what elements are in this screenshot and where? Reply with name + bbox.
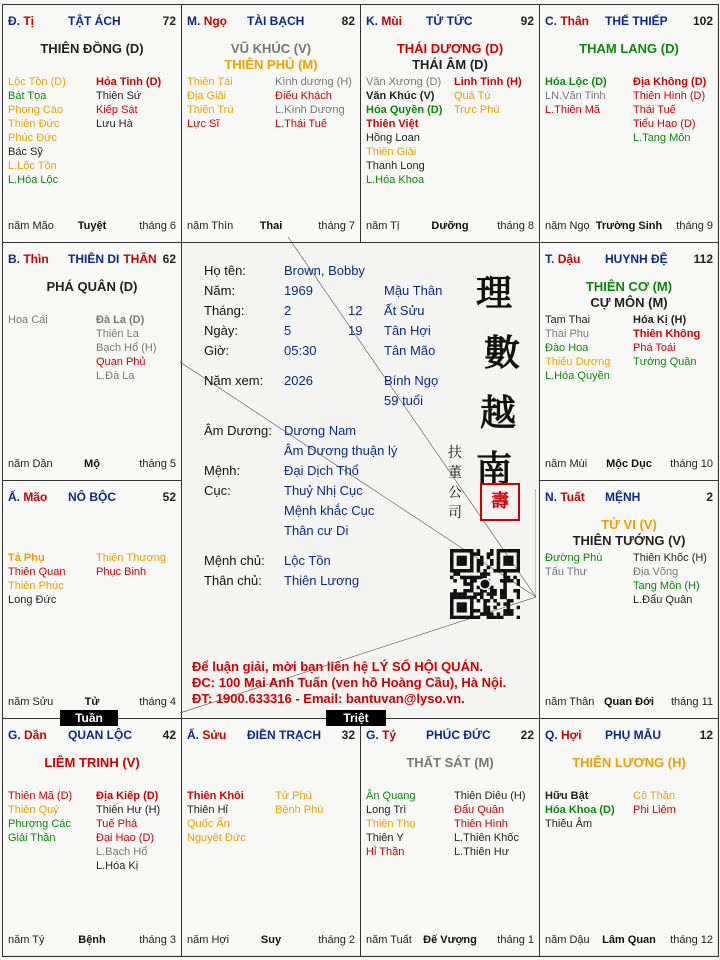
thang-label: Tháng: [204,303,245,318]
center-info-panel [180,237,536,713]
palace-can-chi: T. Dậu [545,252,581,266]
minor-stars-left [8,75,66,187]
than-chu-label: Thân chủ: [204,573,262,588]
minor-star: Tướng Quân [633,356,697,368]
minor-star: Địa Không (D) [633,76,707,88]
am-duong-value: Dương Nam [284,423,357,438]
minor-star: Hóa Kị (H) [633,314,687,326]
minor-star: Hữu Bật [545,790,589,802]
minor-star: L.Hóa Quyền [545,370,610,382]
minor-stars-left [545,789,615,831]
am-duong-ly: Âm Dương thuận lý [284,443,398,458]
minor-star: Tuế Phá [96,818,138,830]
palace-footer [8,934,176,948]
palace-footer [366,220,534,234]
triet-label: Triệt [326,710,386,726]
minor-star: Tang Môn (H) [633,580,700,592]
minor-star: L.Thái Tuế [275,118,327,130]
minor-star: L.Bạch Hổ [96,846,148,858]
minor-star: Thiên Quan [8,566,66,578]
minor-stars-left [187,75,233,131]
palace-footer [545,458,713,472]
palace-header [545,490,713,506]
palace-can-chi: B. Thìn [8,252,49,266]
minor-stars-right [633,551,707,607]
palace-can-chi: Q. Hợi [545,728,582,742]
thang-can-chi: Ất Sửu [384,303,425,318]
nam-label: Năm: [204,283,236,298]
minor-star: Hóa Khoa (D) [545,804,615,816]
minor-stars-left [545,313,610,383]
palace-can-chi: K. Mùi [366,14,403,28]
minor-star: Thiên Giải [366,146,417,158]
gio-label: Giờ: [204,343,230,358]
contact-line-1: Để luận giải, mời bạn liên hệ LÝ SỐ HỘI QUÁN. [192,659,483,674]
palace-year: năm Mão [8,220,54,232]
palace-truong-sinh: Suy [260,934,282,946]
palace-truong-sinh: Lâm Quan [602,934,656,946]
minor-star: Linh Tinh (H) [454,76,522,88]
menh-chu-value: Lộc Tồn [284,553,331,568]
minor-star: Phượng Các [8,818,71,830]
minor-stars-right [275,75,352,131]
ngay-am: 19 [348,323,363,338]
palace-truong-sinh: Đế Vượng [423,934,477,946]
main-star: LIÊM TRINH (V) [44,755,140,770]
minor-star: Hỏa Tinh (D) [96,76,162,88]
main-star: THIÊN ĐỒNG (D) [40,41,144,56]
palace-month: tháng 1 [497,934,534,946]
minor-star: Thiên Việt [366,118,419,130]
minor-star: L.Kình Dương [275,104,345,116]
minor-star: Bát Tọa [8,90,47,102]
palace-month: tháng 2 [318,934,355,946]
palace-name: TÀI BẠCH [247,14,305,28]
minor-stars-right [633,75,706,145]
minor-star: Hóa Quyền (D) [366,104,443,116]
minor-star: Thiên Tài [187,76,233,88]
palace-header [8,14,176,30]
main-star: THÁI DƯƠNG (D) [396,41,504,56]
minor-star: Phong Cáo [8,104,64,116]
main-star: THIÊN TƯỚNG (V) [572,533,686,548]
minor-star: Lưu Hà [96,118,133,130]
palace-header [187,728,355,744]
minor-star: Lộc Tồn (D) [8,76,66,88]
palace-header [366,14,534,30]
am-duong-label: Âm Dương: [204,423,272,438]
nam-xem-label: Năm xem: [204,373,264,388]
minor-star: Thiên Đức [8,118,60,130]
palace-name: PHỤ MẪU [605,728,661,742]
ngay-can-chi: Tân Hợi [384,323,431,338]
minor-star: Tử Phù [275,790,312,802]
minor-star: Trực Phù [454,104,500,116]
minor-star: L.Lộc Tồn [8,160,57,172]
palace-year: năm Tị [366,220,400,232]
brand-small-2: 董 [448,465,462,481]
palace-header [8,728,176,744]
minor-star: Tam Thai [545,314,591,326]
minor-star: Hóa Lộc (D) [545,76,607,88]
palace-year: năm Thân [545,696,595,708]
minor-star: L.Tang Môn [633,132,691,144]
minor-star: Thiếu Âm [545,818,593,830]
minor-star: Đà La (D) [96,314,145,326]
palace-name: THẾ THIẾP [605,14,668,28]
palace-footer [8,458,176,472]
minor-star: Hồng Loan [366,132,420,144]
nam-xem-value: 2026 [284,373,313,388]
cuc-label: Cục: [204,483,231,498]
palace-year: năm Dần [8,458,53,470]
ho-ten-label: Họ tên: [204,263,246,278]
palace-name: HUYNH ĐỆ [605,252,668,266]
palace-year: năm Dậu [545,934,590,946]
minor-star: Thiên Quý [8,804,59,816]
palace-header [8,490,176,506]
palace-footer [8,696,176,710]
palace-header [545,14,713,30]
than-chu-value: Thiên Lương [284,573,360,588]
main-star: THAM LANG (D) [579,41,679,56]
main-star: THIÊN CƠ (M) [585,279,673,294]
palace-mui[interactable] [360,4,540,243]
main-star: THÁI ÂM (D) [412,57,488,72]
minor-star: L.Đà La [96,370,135,382]
minor-star: L.Thiên Hư [454,846,510,858]
menh-khac-cuc: Mệnh khắc Cục [284,503,375,518]
minor-star: Bác Sỹ [8,146,43,158]
palace-truong-sinh: Dưỡng [431,220,469,232]
palace-footer [545,696,713,710]
minor-star: Thiên Y [366,832,404,844]
minor-star: L.Đẩu Quân [633,594,693,606]
palace-header [545,728,713,744]
minor-star: Thiên Thương [96,552,167,564]
palace-number: 62 [162,252,176,266]
minor-star: Đại Hao (D) [96,832,155,844]
palace-number: 102 [692,14,713,28]
palace-month: tháng 12 [670,934,713,946]
ngay-duong: 5 [284,323,292,338]
palace-footer [545,934,713,948]
brand-char-4: 南 [476,448,513,490]
main-star: VŨ KHÚC (V) [230,41,312,56]
palace-can-chi: Đ. Tị [8,14,35,28]
minor-star: Tấu Thư [545,566,588,578]
palace-month: tháng 11 [670,696,713,708]
minor-stars-left [187,789,246,845]
minor-star: Tả Phụ [8,552,45,564]
minor-star: Lực Sĩ [187,118,220,130]
palace-name: NÔ BỘC [68,490,116,504]
palace-can-chi: G. Dần [8,728,47,742]
contact-line-3: ĐT: 1900.633316 - Email: bantuvan@lyso.vn. [192,691,465,706]
palace-can-chi: Ấ. Sửu [187,728,227,742]
gio-value: 05:30 [284,343,317,358]
palace-truong-sinh: Thai [259,220,283,232]
minor-star: Giải Thần [8,832,56,844]
minor-stars-left [366,75,442,187]
palace-month: tháng 6 [139,220,176,232]
brand-small-1: 扶 [448,445,462,461]
ngay-label: Ngày: [204,323,238,338]
palace-number: 22 [520,728,534,742]
minor-stars-right [96,789,160,873]
minor-star: Thiên Khôi [187,790,244,802]
brand-char-2: 數 [484,332,521,374]
tuoi-value: 59 tuổi [384,393,424,408]
palace-year: năm Sửu [8,696,54,708]
minor-star: Thiên Hư (H) [96,804,161,816]
minor-star: Thiên La [96,328,139,340]
palace-number: 52 [162,490,176,504]
minor-stars-right [454,75,522,117]
minor-stars-right [275,789,323,817]
minor-stars-left [8,789,72,845]
palace-name: ĐIỀN TRẠCH [247,728,321,742]
brand-char-1: 理 [476,272,513,314]
minor-star: Nguyệt Đức [187,832,246,844]
thang-duong: 2 [284,303,292,318]
brand-small-3: 公 [448,485,462,501]
palace-can-chi: N. Tuất [545,490,585,504]
gio-can-chi: Tân Mão [384,343,436,358]
palace-header [8,252,176,268]
palace-number: 112 [693,252,713,266]
minor-star: Địa Kiếp (D) [96,790,159,802]
minor-star: Thiên Diêu (H) [454,790,526,802]
minor-star: Thiên Sứ [96,90,142,102]
cuc-value: Thuỷ Nhị Cục [284,483,363,498]
palace-truong-sinh: Tử [84,696,100,708]
palace-dan[interactable] [2,718,182,957]
minor-stars-right [454,789,526,859]
minor-star: Kiếp Sát [96,104,138,116]
palace-year: năm Mùi [545,458,588,470]
minor-star: Thiên Hình (D) [633,90,706,102]
minor-star: L.Thiên Mã [545,104,601,116]
minor-star: Ân Quang [366,790,416,802]
minor-star: Phi Liêm [633,804,676,816]
main-star: THẤT SÁT (M) [406,755,494,770]
tuan-label: Tuần [60,710,118,726]
minor-star: Địa Võng [633,566,679,578]
nam-can-chi: Mậu Thân [384,283,443,298]
minor-star: Thiên Trù [187,104,234,116]
palace-can-chi: Ấ. Mão [8,490,48,504]
palace-name: TỬ TỨC [426,14,473,28]
palace-name: THIÊN DI THÂN [68,252,157,266]
minor-star: Phúc Đức [8,132,57,144]
minor-star: L.Hóa Khoa [366,174,425,186]
minor-star: Quan Phủ [96,356,146,368]
minor-star: Thiên Phúc [8,580,64,592]
nam-value: 1969 [284,283,313,298]
palace-truong-sinh: Quan Đới [604,696,654,708]
brand-small-4: 司 [448,505,462,521]
palace-header [187,14,355,30]
minor-star: LN.Văn Tinh [545,90,606,102]
minor-stars-left [8,551,65,607]
palace-month: tháng 8 [497,220,534,232]
palace-mao[interactable] [2,480,182,719]
palace-footer [187,934,355,948]
minor-star: L.Hóa Lộc [8,174,59,186]
palace-header [545,252,713,268]
minor-stars-left [545,75,607,117]
nam-xem-can-chi: Bính Ngọ [384,373,439,388]
minor-star: Đẩu Quân [454,804,505,816]
palace-month: tháng 10 [670,458,713,470]
minor-star: Thiên Hỉ [187,804,228,816]
palace-year: năm Tý [8,934,45,946]
palace-ngo[interactable] [181,4,361,243]
menh-chu-label: Mệnh chủ: [204,553,265,568]
minor-stars-left [366,789,416,859]
palace-truong-sinh: Trường Sinh [595,220,663,232]
minor-star: Thiên Thọ [366,818,416,830]
palace-month: tháng 3 [139,934,176,946]
palace-footer [366,934,534,948]
palace-number: 92 [520,14,534,28]
palace-can-chi: G. Tý [366,728,397,742]
palace-name: MỆNH [605,490,641,504]
minor-stars-right [96,313,157,383]
red-seal-stamp: 壽 [480,483,520,521]
minor-star: Thiên Khốc (H) [633,552,707,564]
minor-star: Thiếu Dương [545,356,611,368]
minor-star: Thiên Hình [454,818,508,830]
minor-star: Hoa Cái [8,314,48,326]
minor-stars-left [545,551,602,579]
minor-star: Thiên Mã (D) [8,790,73,802]
palace-than[interactable] [539,4,719,243]
minor-star: L.Thiên Khốc [454,832,519,844]
minor-stars-right [96,75,161,131]
minor-star: Bạch Hổ (H) [96,342,157,354]
minor-star: Hỉ Thần [366,846,405,858]
minor-star: Thiên Không [633,328,701,340]
minor-stars-right [633,313,700,369]
minor-star: Bệnh Phù [275,804,324,816]
main-star: THIÊN PHỦ (M) [224,57,318,72]
minor-star: Kình dương (H) [275,76,352,88]
palace-truong-sinh: Bệnh [78,934,106,946]
minor-star: Điếu Khách [275,90,332,102]
brand-char-3: 越 [480,392,517,434]
palace-truong-sinh: Tuyệt [77,220,107,232]
minor-star: L.Hóa Kị [96,860,139,872]
menh-value: Đại Dịch Thổ [284,463,359,478]
minor-star: Thái Tuế [633,104,676,116]
palace-name: QUAN LỘC [68,728,132,742]
main-star: THIÊN LƯƠNG (H) [572,755,686,770]
menh-label: Mệnh: [204,463,241,478]
palace-year: năm Ngọ [545,220,590,232]
palace-ti[interactable] [2,4,182,243]
palace-month: tháng 4 [139,696,176,708]
palace-hoi[interactable] [539,718,719,957]
palace-month: tháng 7 [318,220,355,232]
palace-suu[interactable] [181,718,361,957]
qr-code-icon[interactable] [450,549,520,619]
palace-number: 42 [162,728,176,742]
minor-star: Đào Hoa [545,342,589,354]
contact-line-2: ĐC: 100 Mai Anh Tuấn (ven hồ Hoàng Cầu), Hà Nội. [192,675,507,690]
palace-thin[interactable] [2,242,182,481]
minor-stars-right [633,789,676,817]
thang-am: 12 [348,303,363,318]
palace-number: 2 [706,490,713,504]
minor-stars-right [96,551,166,579]
than-cu: Thân cư Di [284,523,349,538]
minor-star: Quả Tú [454,90,491,102]
palace-year: năm Thìn [187,220,234,232]
palace-year: năm Tuất [366,934,412,946]
main-star: CỰ MÔN (M) [590,295,668,310]
palace-number: 82 [341,14,355,28]
palace-ty[interactable] [360,718,540,957]
palace-truong-sinh: Mộ [84,458,100,470]
minor-star: Long Trì [366,804,407,816]
palace-month: tháng 5 [139,458,176,470]
palace-year: năm Hợi [187,934,230,946]
palace-footer [8,220,176,234]
palace-header [366,728,534,744]
palace-name: PHÚC ĐỨC [426,728,491,742]
ho-ten-value: Brown, Bobby [284,263,365,278]
minor-star: Đường Phù [545,552,603,564]
palace-name: TẬT ÁCH [68,14,121,28]
minor-star: Phục Binh [96,566,147,578]
minor-star: Văn Khúc (V) [366,90,435,102]
minor-star: Văn Xương (D) [366,76,442,88]
minor-star: Thanh Long [366,160,425,172]
minor-star: Phá Toái [633,342,676,354]
palace-tuat[interactable] [539,480,719,719]
palace-number: 72 [162,14,176,28]
minor-star: Thai Phụ [545,328,590,340]
minor-star: Long Đức [8,594,57,606]
palace-can-chi: M. Ngọ [187,14,228,28]
palace-number: 32 [341,728,355,742]
palace-footer [187,220,355,234]
minor-star: Tiểu Hao (D) [633,118,696,130]
minor-star: Cô Thần [633,790,675,802]
minor-star: Quốc Ấn [187,818,230,830]
palace-footer [545,220,713,234]
main-star: PHÁ QUÂN (D) [46,279,138,294]
palace-truong-sinh: Mộc Dục [606,458,652,470]
minor-stars-left [8,313,48,327]
minor-star: Địa Giải [187,90,227,102]
main-star: TỬ VI (V) [601,517,657,532]
palace-number: 12 [699,728,713,742]
palace-month: tháng 9 [676,220,713,232]
palace-dau[interactable] [539,242,719,481]
palace-can-chi: C. Thân [545,14,590,28]
